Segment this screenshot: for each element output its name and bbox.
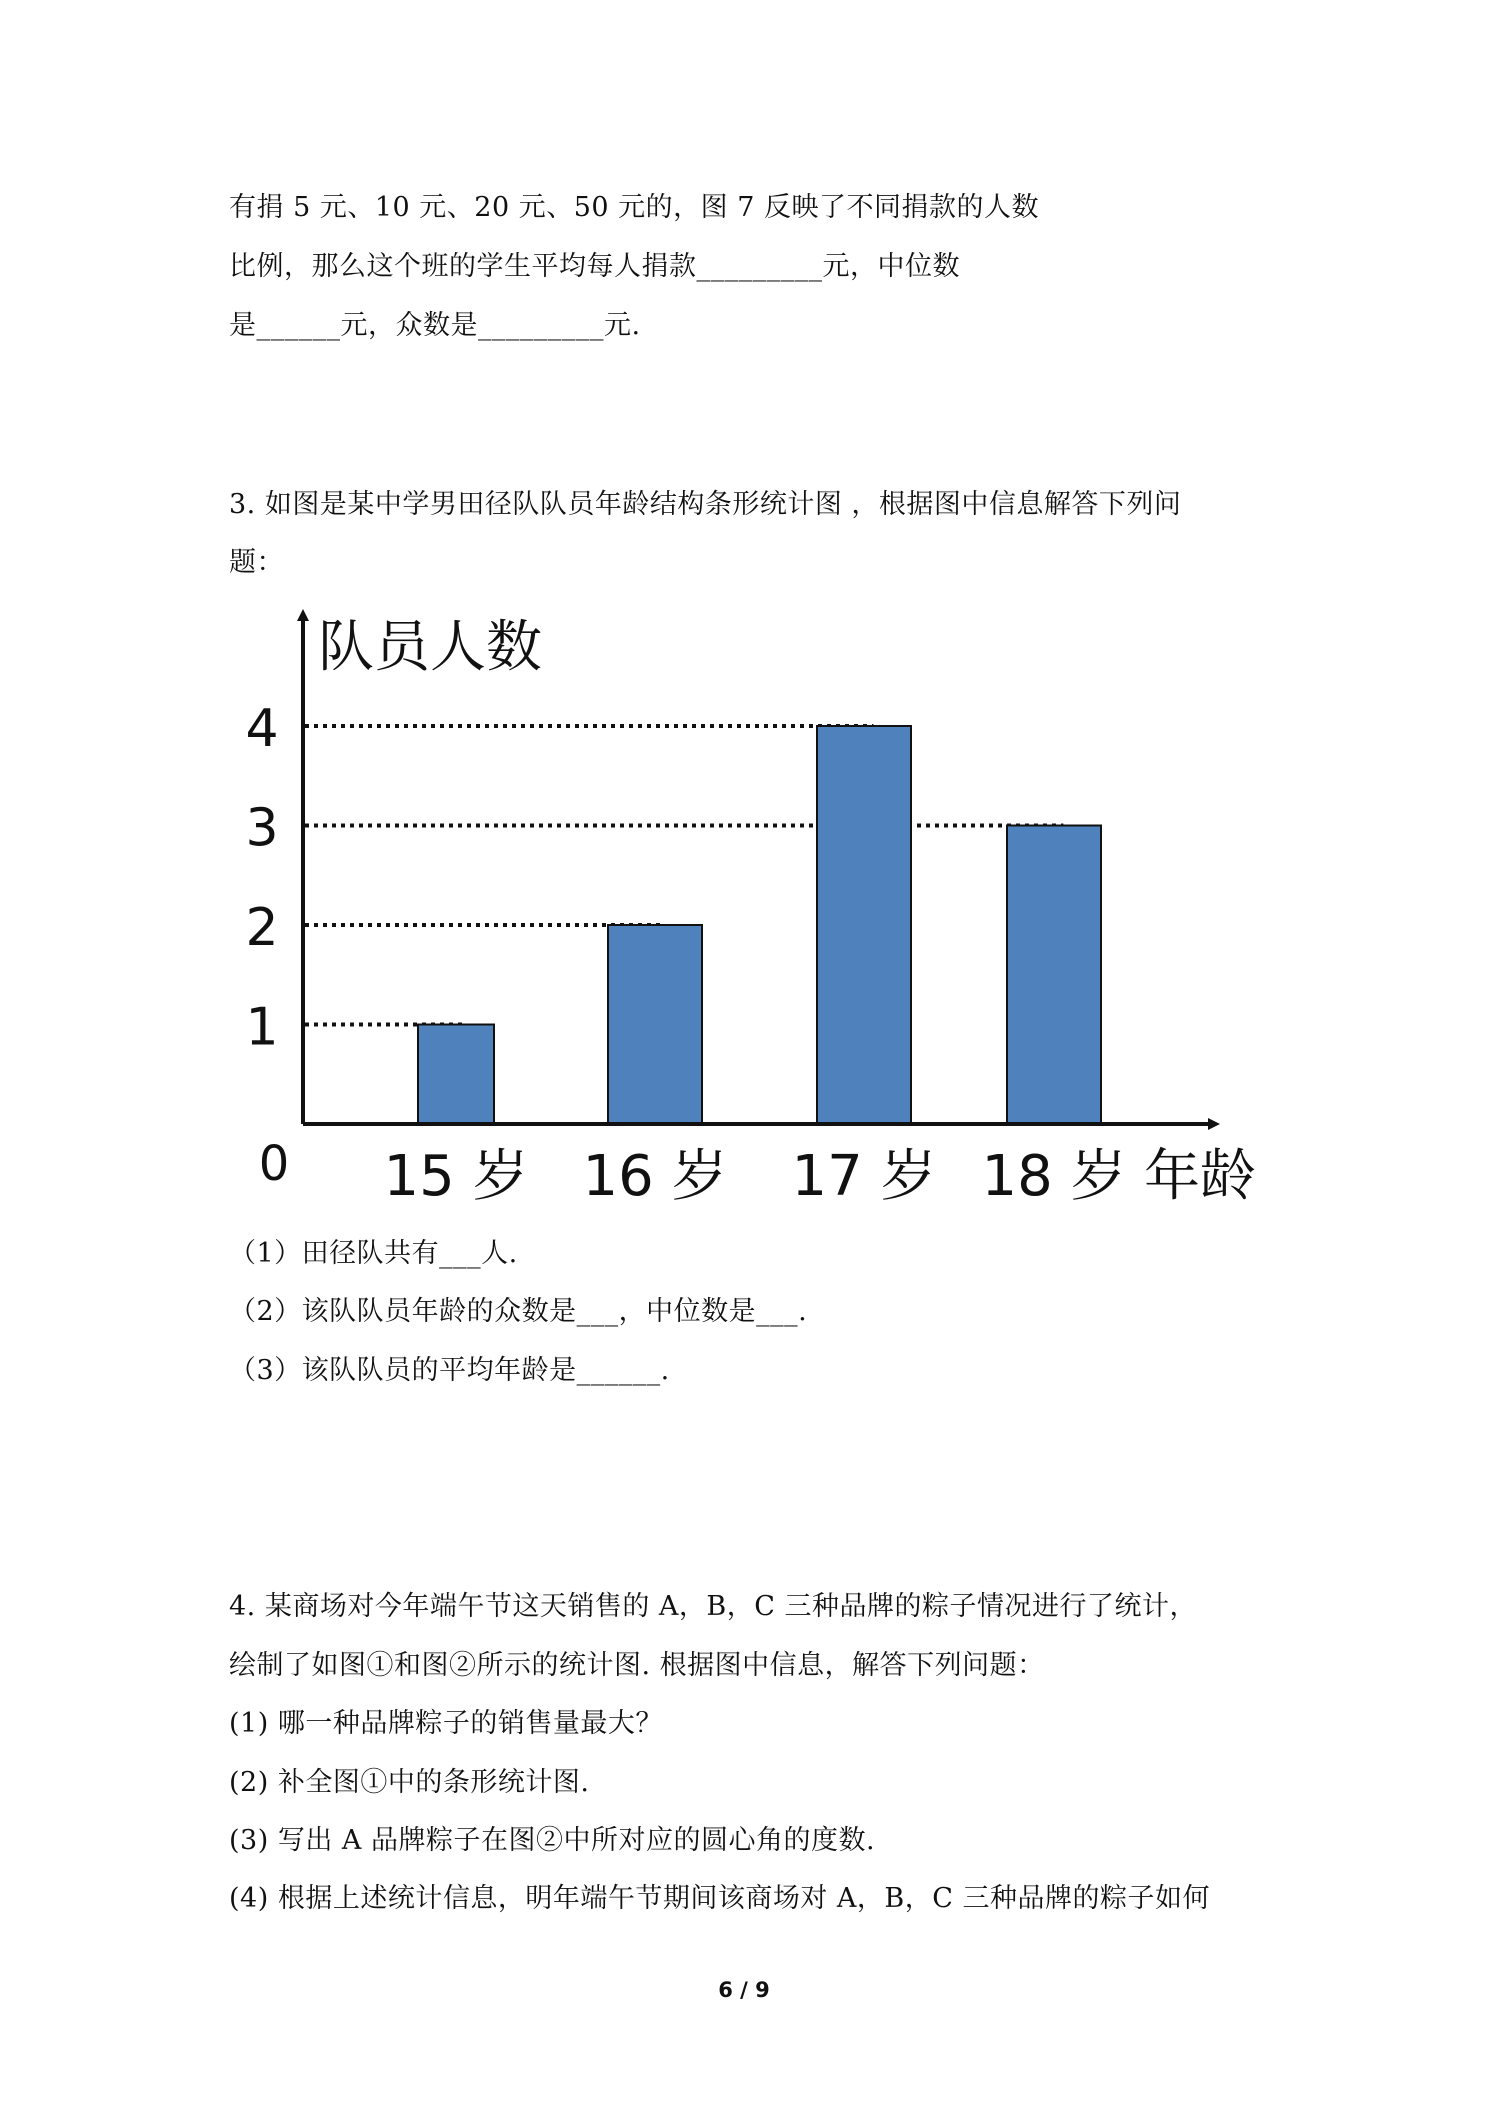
x-tick-label-3: 17 岁 <box>791 1144 937 1209</box>
problem2-line3: 是______元，众数是_________元. <box>229 310 641 341</box>
problem2-line1: 有捐 5 元、10 元、20 元、50 元的，图 7 反映了不同捐款的人数 <box>229 192 1040 223</box>
y-axis-label: 队员人数 <box>318 615 542 680</box>
problem2-line2: 比例，那么这个班的学生平均每人捐款_________元，中位数 <box>229 251 960 282</box>
x-tick-label-1: 15 岁 <box>383 1144 529 1209</box>
bar-1 <box>418 1025 494 1125</box>
origin-label: 0 <box>258 1136 290 1192</box>
problem4-stem-line1: 4. 某商场对今年端午节这天销售的 A，B，C 三种品牌的粽子情况进行了统计， <box>229 1591 1198 1622</box>
y-tick-label-3: 3 <box>245 798 279 859</box>
y-tick-label-2: 2 <box>245 898 279 958</box>
y-tick-label-4: 4 <box>245 699 279 759</box>
y-tick-label-1: 1 <box>245 997 279 1058</box>
x-tick-labels <box>383 1144 1126 1209</box>
problem3-stem-line1: 3. 如图是某中学男田径队队员年龄结构条形统计图 ，根据图中信息解答下列问 <box>229 489 1182 520</box>
problem4-q3: (3) 写出 A 品牌粽子在图②中所对应的圆心角的度数. <box>229 1825 876 1856</box>
problem3-q2: （2）该队队员年龄的众数是___，中位数是___. <box>229 1296 808 1327</box>
bar-2 <box>608 925 702 1124</box>
problem3-stem-line2: 题： <box>229 547 284 578</box>
x-tick-label-4: 18 岁 <box>981 1144 1127 1209</box>
problem4-stem-line2: 绘制了如图①和图②所示的统计图. 根据图中信息，解答下列问题： <box>229 1650 1045 1681</box>
problem4-q1: (1) 哪一种品牌粽子的销售量最大？ <box>229 1708 663 1739</box>
problem3-q1: （1）田径队共有___人. <box>229 1238 518 1269</box>
x-axis-label: 年龄 <box>1144 1144 1256 1209</box>
bar-4 <box>1007 826 1101 1125</box>
problem3-q3: （3）该队队员的平均年龄是______. <box>229 1355 670 1386</box>
bars <box>418 726 1101 1124</box>
x-tick-label-2: 16 岁 <box>582 1144 728 1209</box>
bar-3 <box>817 726 911 1124</box>
problem4-q2: (2) 补全图①中的条形统计图. <box>229 1767 590 1798</box>
page-number: 6 / 9 <box>718 1978 770 2002</box>
y-tick-labels <box>245 699 278 1058</box>
problem4-q4: (4) 根据上述统计信息，明年端午节期间该商场对 A，B，C 三种品牌的粽子如何 <box>229 1883 1210 1914</box>
